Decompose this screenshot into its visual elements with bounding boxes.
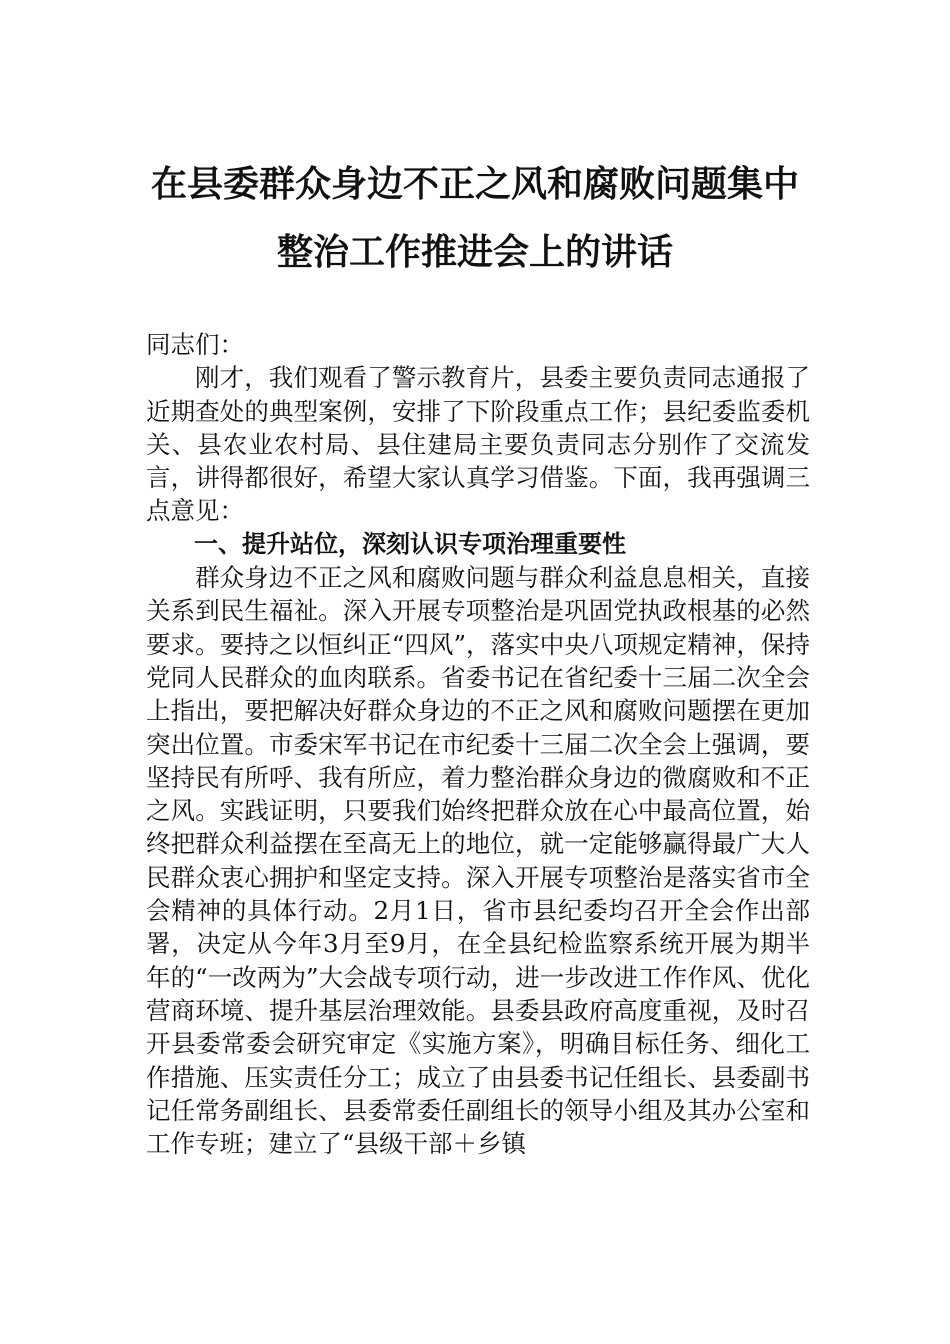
section-heading-1: 一、提升站位，深刻认识专项治理重要性 (194, 529, 626, 558)
greeting: 同志们： (146, 330, 244, 359)
document-body (146, 328, 810, 1160)
document-title-line-1: 在县委群众身边不正之风和腐败问题集中 (150, 163, 799, 205)
paragraph-intro: 刚才，我们观看了警示教育片，县委主要负责同志通报了近期查处的典型案例，安排了下阶段重点工作；县纪委监委机关、县农业农村局、县住建局主要负责同志分别作了交流发言，讲得都很好，希望大家认真学习借鉴。下面，我再强调三点意见： (146, 363, 810, 526)
document-title-line-2: 整治工作推进会上的讲话 (276, 231, 673, 273)
paragraph-section-1: 群众身边不正之风和腐败问题与群众利益息息相关，直接关系到民生福祉。深入开展专项整治是巩固党执政根基的必然要求。要持之以恒纠正“四风”，落实中央八项规定精神，保持党同人民群众的血肉联系。省委书记在省纪委十三届二次全会上指出，要把解决好群众身边的不正之风和腐败问题摆在更加突出位置。市委宋军书记在市纪委十三届二次全会上强调，要坚持民有所呼、我有所应，着力整治群众身边的微腐败和不正之风。实践证明，只要我们始终把群众放在心中最高位置，始终把群众利益摆在至高无上的地位，就一定能够赢得最广大人民群众衷心拥护和坚定支持。深入开展专项整治是落实省市全会精神的具体行动。2月1日，省市县纪委均召开全会作出部署，决定从今年3月至9月，在全县纪检监察系统开展为期半年的“一改两为”大会战专项行动，进一步改进工作作风、优化营商环境、提升基层治理效能。县委县政府高度重视，及时召开县委常委会研究审定《实施方案》，明确目标任务、细化工作措施、压实责任分工；成立了由县委书记任组长、县委副书记任常务副组长、县委常委任副组长的领导小组及其办公室和工作专班；建立了“县级干部＋乡镇 (146, 563, 810, 1159)
